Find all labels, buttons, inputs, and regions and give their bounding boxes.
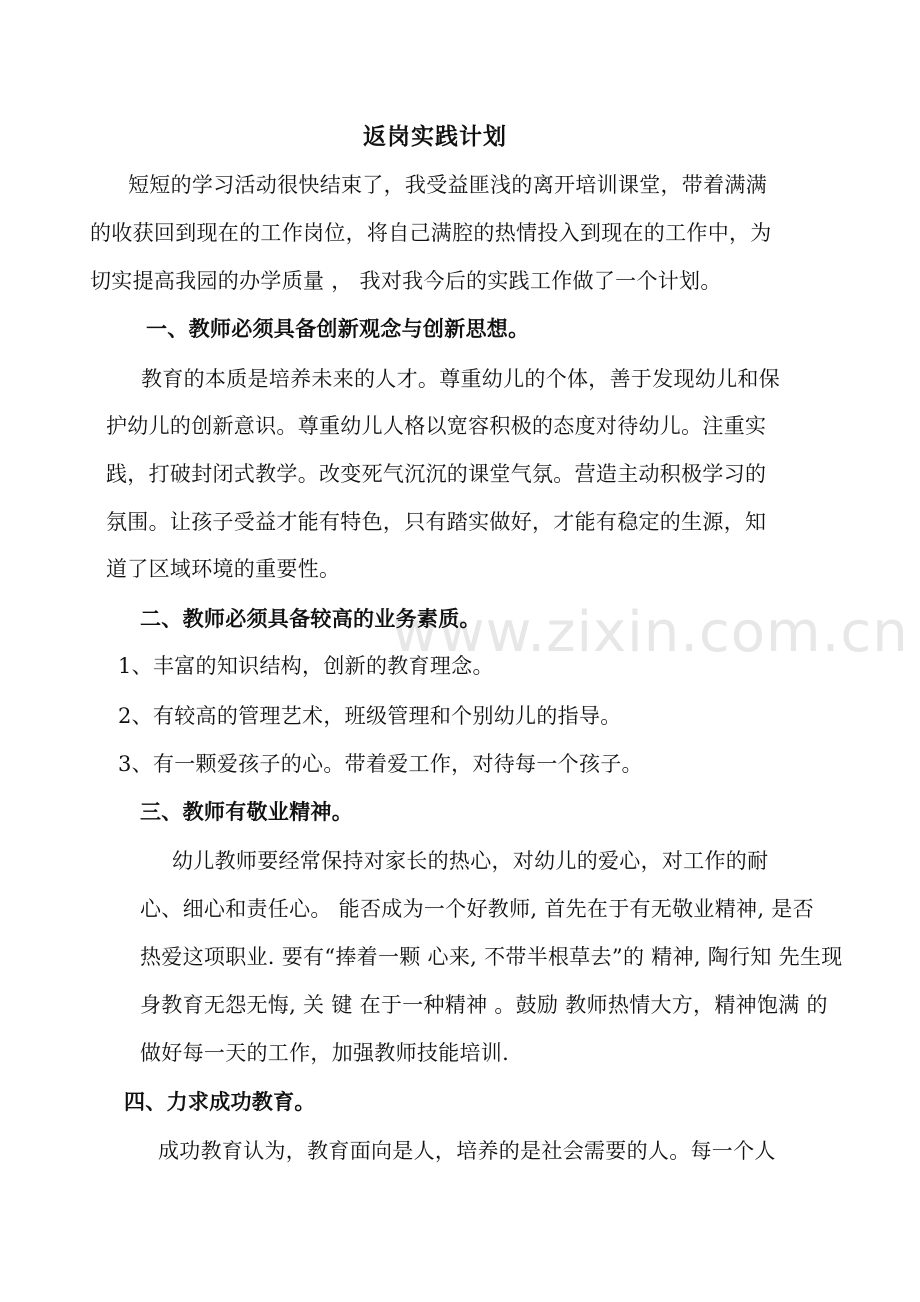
section1-line-1: 教育的本质是培养未来的人才。尊重幼儿的个体，善于发现幼儿和保 xyxy=(141,367,780,391)
section2-item-1: 1、丰富的知识结构，创新的教育理念。 xyxy=(118,654,494,678)
section4-heading: 四、力求成功教育。 xyxy=(124,1089,316,1114)
section4-line-1: 成功教育认为，教育面向是人，培养的是社会需要的人。每一个人 xyxy=(158,1139,776,1163)
section3-line-5: 做好每一天的工作，加强教师技能培训. xyxy=(140,1041,510,1065)
watermark: www.zixin.com.cn xyxy=(392,600,909,665)
section2-item-3: 3、有一颗爱孩子的心。带着爱工作，对待每一个孩子。 xyxy=(118,752,643,776)
section2-item-2: 2、有较高的管理艺术，班级管理和个别幼儿的指导。 xyxy=(118,704,622,728)
section1-line-4: 氛围。让孩子受益才能有特色，只有踏实做好，才能有稳定的生源，知 xyxy=(106,510,767,534)
section3-line-2: 心、细心和责任心。 能否成为一个好教师, 首先在于有无敬业精神, 是否 xyxy=(140,897,814,921)
intro-line-1: 短短的学习活动很快结束了，我受益匪浅的离开培训课堂，带着满满 xyxy=(128,173,767,197)
section1-heading: 一、教师必须具备创新观念与创新思想。 xyxy=(146,316,530,341)
section3-heading: 三、教师有敬业精神。 xyxy=(140,799,353,824)
section1-line-2: 护幼儿的创新意识。尊重幼儿人格以宽容积极的态度对待幼儿。注重实 xyxy=(106,414,767,438)
section3-line-1: 幼儿教师要经常保持对家长的热心，对幼儿的爱心，对工作的耐 xyxy=(172,849,769,873)
intro-line-2: 的收获回到现在的工作岗位，将自己满腔的热情投入到现在的工作中，为 xyxy=(90,221,772,245)
intro-line-3: 切实提高我园的办学质量 ， 我对我今后的实践工作做了一个计划。 xyxy=(90,269,722,293)
section1-line-5: 道了区域环境的重要性。 xyxy=(106,557,341,581)
section3-line-4: 身教育无怨无悔, 关 键 在于一种精神 。鼓励 教师热情大方，精神饱满 的 xyxy=(140,993,828,1017)
document-title: 返岗实践计划 xyxy=(363,123,507,150)
section3-line-3: 热爱这项职业. 要有“捧着一颗 心来, 不带半根草去”的 精神, 陶行知 先生现 xyxy=(140,945,843,969)
section2-heading: 二、教师必须具备较高的业务素质。 xyxy=(140,606,481,631)
section1-line-3: 践，打破封闭式教学。改变死气沉沉的课堂气氛。营造主动积极学习的 xyxy=(106,462,767,486)
